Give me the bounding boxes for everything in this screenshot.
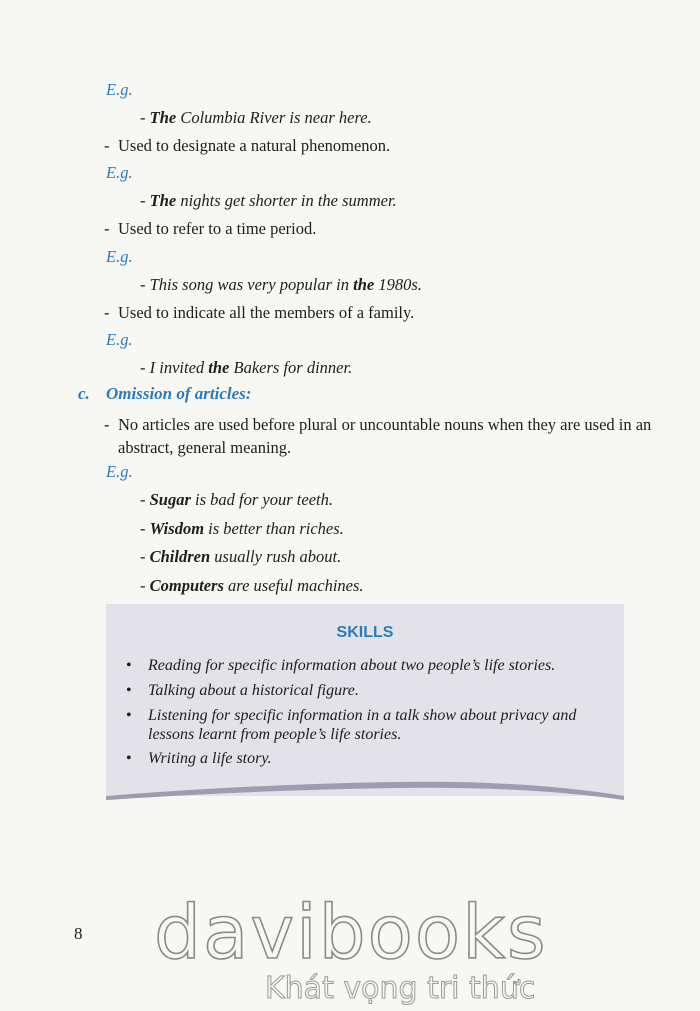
rule-item: - Used to indicate all the members of a family. xyxy=(104,303,415,322)
example-sentence: - Children usually rush about. xyxy=(140,547,342,566)
rule-item: - No articles are used before plural or uncountable nouns when they are used in an abstract, general meaning. xyxy=(104,415,652,457)
skills-box-curl xyxy=(106,770,624,804)
eg-label: E.g. xyxy=(106,80,133,99)
rule-item: - Used to refer to a time period. xyxy=(104,219,317,238)
rule-item: - Used to designate a natural phenomenon. xyxy=(104,136,391,155)
skill-item: • Talking about a historical figure. xyxy=(126,682,359,699)
skill-item: • Listening for specific information in a talk show about privacy and lessons learnt from people’s life stories. xyxy=(126,707,577,743)
watermark-tagline: Khát vọng tri thức xyxy=(265,971,536,1006)
skills-box xyxy=(106,604,624,796)
example-sentence: - I invited the Bakers for dinner. xyxy=(140,358,353,377)
section-heading: c. Omission of articles: xyxy=(78,384,252,403)
example-sentence: - The Columbia River is near here. xyxy=(140,108,372,127)
watermark-logo xyxy=(150,876,550,1006)
skill-item: • Writing a life story. xyxy=(126,750,272,767)
eg-label: E.g. xyxy=(106,330,133,349)
eg-label: E.g. xyxy=(106,163,133,182)
eg-label: E.g. xyxy=(106,462,133,481)
skills-title: SKILLS xyxy=(336,624,394,641)
skill-item: • Reading for specific information about two people’s life stories. xyxy=(126,657,556,674)
page-number: 8 xyxy=(74,924,83,943)
example-sentence: - This song was very popular in the 1980s. xyxy=(140,275,422,294)
example-sentence: - Wisdom is better than riches. xyxy=(140,519,344,538)
example-sentence: - Computers are useful machines. xyxy=(140,576,364,595)
example-sentence: - The nights get shorter in the summer. xyxy=(140,191,397,210)
eg-label: E.g. xyxy=(106,247,133,266)
watermark-brand: davibooks xyxy=(154,890,548,976)
example-sentence: - Sugar is bad for your teeth. xyxy=(140,490,333,509)
